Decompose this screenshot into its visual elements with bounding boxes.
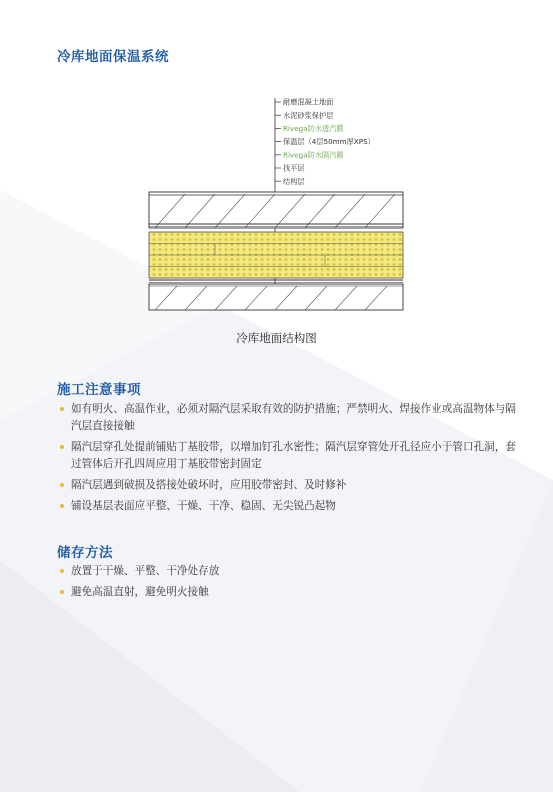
layer-label: 耐磨混凝土地面 <box>283 97 334 107</box>
floor-structure-diagram <box>145 92 407 312</box>
bullet-dot-icon <box>60 407 64 411</box>
bullet-dot-icon <box>60 504 64 508</box>
bullet-dot-icon <box>60 483 64 487</box>
layer-label: 找平层 <box>283 163 305 173</box>
list-item: 铺设基层表面应平整、干燥、干净、稳固、无尖锐凸起物 <box>60 498 525 515</box>
construction-notes-list <box>60 401 525 519</box>
layer-label: 水泥砂浆保护层 <box>283 110 334 120</box>
list-item: 避免高温直射，避免明火接触 <box>60 584 525 601</box>
bullet-dot-icon <box>60 445 64 449</box>
list-item: 放置于干燥、平整、干净处存放 <box>60 563 525 580</box>
bullet-dot-icon <box>60 569 64 573</box>
page-title: 冷库地面保温系统 <box>57 49 169 65</box>
layer-label: 保温层（4层50mm厚XPS） <box>283 137 375 147</box>
bullet-dot-icon <box>60 590 64 594</box>
storage-method-title: 储存方法 <box>57 545 113 561</box>
layer-label: Rivega防水透汽膜 <box>283 124 344 133</box>
list-item: 隔汽层穿孔处提前铺贴丁基胶带，以增加钉孔水密性；隔汽层穿管处开孔径应小于管口孔洞，套过管体后开孔四周应用丁基胶带密封固定 <box>60 439 525 473</box>
layer-label: Rivega防水隔汽膜 <box>283 150 344 160</box>
construction-notes-title: 施工注意事项 <box>57 382 141 398</box>
list-item: 如有明火、高温作业，必须对隔汽层采取有效的防护措施；严禁明火、焊接作业或高温物体与隔汽层直接接触 <box>60 401 525 435</box>
diagram-caption: 冷库地面结构图 <box>236 331 317 345</box>
storage-method-list <box>60 563 525 605</box>
list-item: 隔汽层遇到破损及搭接处破坏时，应用胶带密封、及时修补 <box>60 477 525 494</box>
layer-label: 结构层 <box>283 176 305 186</box>
